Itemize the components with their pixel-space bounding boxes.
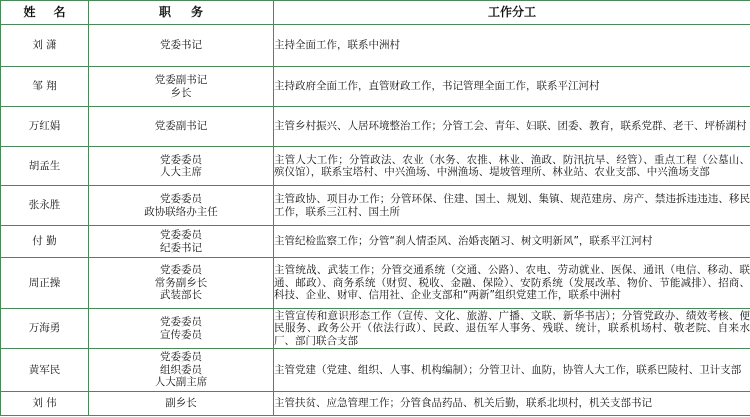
position-line: 党委委员 (160, 316, 202, 328)
official-name: 张永胜 (1, 186, 89, 226)
position-line: 党委委员 (160, 264, 202, 277)
official-duty: 主管统战、武装工作；分管交通系统（交通、公路）、农电、劳动就业、医保、通讯（电信、移动、联通、邮政）、商务系统（财贸、税收、金融、保险）、安防系统（发展改革、物价、节能减排）、招商、科技、企业、财审、信用社、企业支部和“两新”组织党建工作，联系中洲村 (274, 258, 750, 309)
official-duty: 主管政协、项目办工作；分管环保、住建、国土、规划、集镇、规范建房、房产、禁违拆违违违、移民工作，联系三江村、国土所 (274, 186, 750, 226)
table-row (1, 309, 750, 349)
official-duty: 主持政府全面工作，直管财政工作，书记管理全面工作，联系平江河村 (274, 67, 750, 107)
position-line: 人大主席 (160, 166, 202, 178)
official-position (89, 107, 274, 147)
position-line: 乡长 (170, 86, 192, 99)
position-line: 人大副主席 (154, 376, 208, 389)
official-duty: 主管纪检监察工作；分管“刹人情歪风、治婚丧陋习、树文明新风”，联系平江河村 (274, 226, 750, 258)
official-duty: 主持全面工作，联系中洲村 (274, 25, 750, 67)
official-name: 刘 伟 (1, 392, 89, 416)
official-duty: 主管宣传和意识形态工作（宣传、文化、旅游、广播、文联、新华书店）；分管党政办、绩效考核、便民服务、政务公开（依法行政）、民政、退伍军人事务、残联、统计，联系机场村、敬老院、自来水厂、部门联合支部 (274, 309, 750, 347)
position-line: 常务副乡长 (154, 276, 208, 289)
position-line: 政协联络办主任 (144, 205, 218, 218)
official-name: 黄军民 (1, 349, 89, 392)
table-row (1, 67, 750, 107)
official-position (89, 67, 274, 107)
official-duty: 主管党建（党建、组织、人事、机构编制）；分管卫计、血防，协管人大工作，联系巴陵村、卫计支部 (274, 349, 750, 392)
position-line: 党委委员 (160, 193, 202, 205)
official-name: 胡孟生 (1, 147, 89, 186)
table-row (1, 107, 750, 147)
header-position: 职务 (89, 1, 274, 25)
position-line: 党委书记 (160, 39, 202, 52)
table-row (1, 258, 750, 309)
official-position (89, 25, 274, 67)
header-row (1, 1, 750, 25)
official-position (89, 186, 274, 226)
position-line: 组织委员 (160, 363, 202, 376)
official-position (89, 226, 274, 258)
position-line: 党委委员 (160, 229, 202, 241)
position-line: 党委副书记 (154, 74, 208, 86)
table-row (1, 392, 750, 416)
official-name: 刘 潇 (1, 25, 89, 67)
table-row (1, 25, 750, 67)
official-name: 万红娟 (1, 107, 89, 147)
official-name: 周正操 (1, 258, 89, 309)
official-duty: 主管扶贫、应急管理工作；分管食品药品、机关后勤，联系北坝村，机关支部书记 (274, 392, 750, 416)
official-duty: 主管人大工作；分管政法、农业（水务、农推、林业、渔政、防汛抗旱、经管）、重点工程（公墓山、殡仪馆），联系宝塔村、中兴渔场、中洲渔场、堤坡管理所、林业站、农业支部、中兴渔场支部 (274, 147, 750, 186)
official-duty: 主管乡村振兴、人居环境整治工作；分管工会、青年、妇联、团委、教育，联系党群、老干、坪桥湖村 (274, 107, 750, 147)
official-position (89, 349, 274, 392)
table-row (1, 147, 750, 186)
table-row (1, 186, 750, 226)
position-line: 党委委员 (160, 153, 202, 166)
position-line: 党委委员 (160, 351, 202, 364)
table-row (1, 226, 750, 258)
position-line: 宣传委员 (160, 328, 202, 341)
official-position (89, 392, 274, 416)
official-position (89, 258, 274, 309)
header-duty: 工作分工 (274, 1, 750, 25)
official-position (89, 309, 274, 349)
position-line: 武装部长 (160, 289, 202, 302)
official-name: 付 勤 (1, 226, 89, 258)
header-name: 姓名 (1, 1, 89, 25)
position-line: 纪委书记 (160, 241, 202, 254)
official-name: 万海勇 (1, 309, 89, 349)
position-line: 党委副书记 (154, 120, 208, 133)
official-position (89, 147, 274, 186)
table-row (1, 349, 750, 392)
position-line: 副乡长 (165, 397, 197, 410)
official-name: 邹 翔 (1, 67, 89, 107)
